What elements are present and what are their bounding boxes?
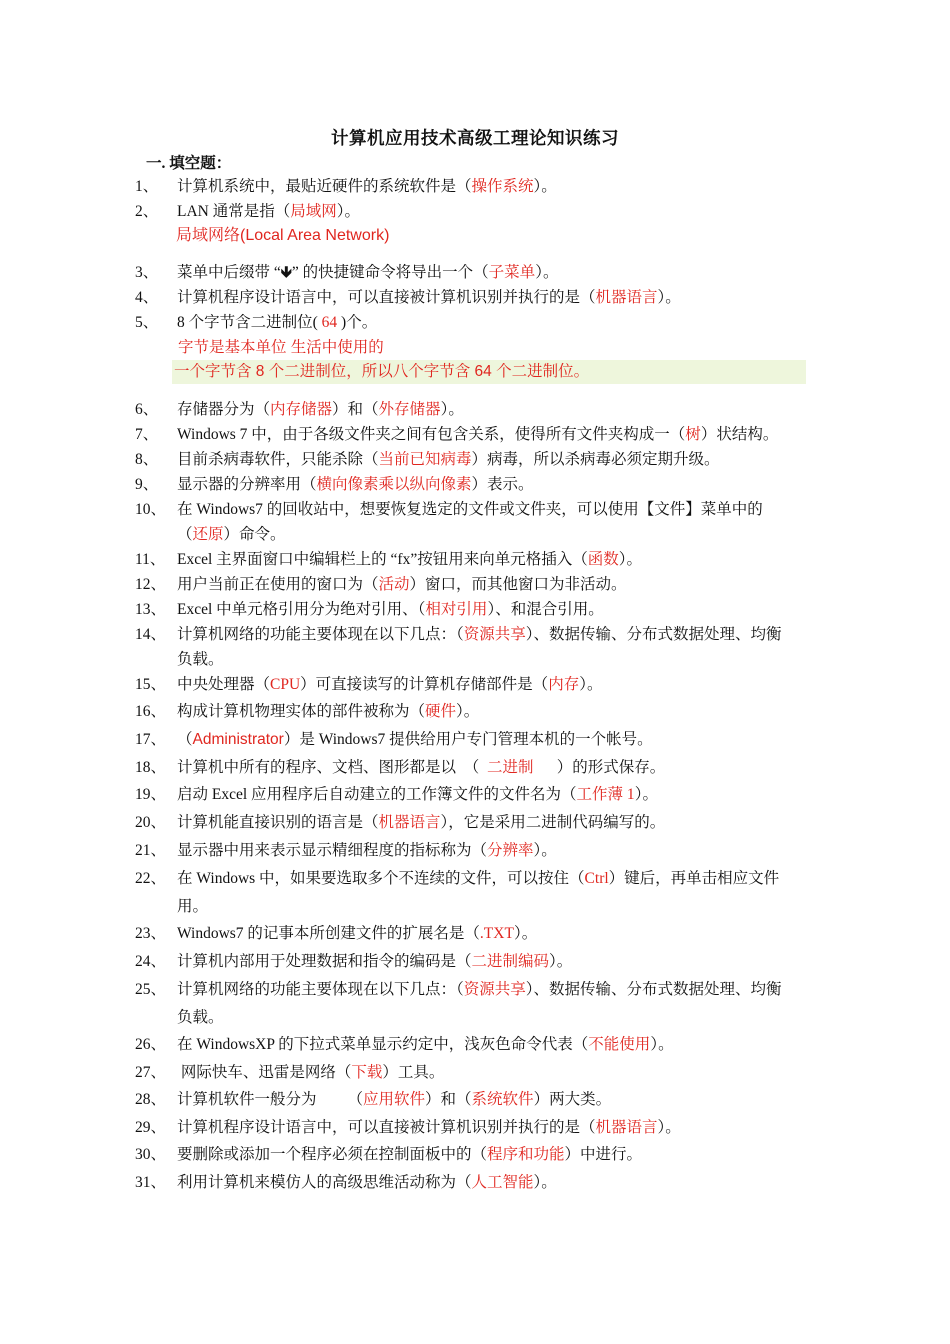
answer: 应用软件: [363, 1091, 426, 1108]
question-number: 18、: [135, 759, 167, 776]
question-number: 25、: [135, 981, 167, 998]
answer: 子菜单: [488, 264, 536, 281]
question-30: [135, 1142, 815, 1167]
question-text: 计算机内部用于处理数据和指令的编码是（: [177, 953, 472, 970]
question-24: [135, 949, 815, 974]
question-text: 负载。: [177, 651, 224, 668]
question-text: ）。: [440, 401, 464, 418]
question-text: ）、数据传输、分布式数据处理、均衡: [525, 626, 782, 643]
answer: 64: [317, 314, 342, 331]
question-text: ），它是采用二进制代码编写的。: [440, 814, 666, 831]
question-number: 22、: [135, 870, 167, 887]
question-text: ” 的快捷键命令将导出一个（: [291, 264, 489, 281]
answer-note: 字节是基本单位 生活中使用的: [178, 339, 384, 356]
question-text: 网际快车、迅雷是网络（: [177, 1064, 352, 1081]
question-9: [135, 472, 815, 497]
answer-note: 局域网络(Local Area Network): [176, 227, 390, 244]
question-text: ）病毒，所以杀病毒必须定期升级。: [471, 451, 720, 468]
question-text: ）表示。: [471, 476, 534, 493]
question-number: 20、: [135, 814, 167, 831]
answer: 横向像素乘以纵向像素: [316, 476, 472, 493]
answer: .TXT: [479, 925, 514, 942]
question-text: 计算机程序设计语言中，可以直接被计算机识别并执行的是（: [177, 1119, 596, 1136]
question-text: Excel 主界面窗口中编辑栏上的 “fx”按钮用来向单元格插入（: [177, 551, 588, 568]
answer: 硬件: [425, 703, 457, 720]
question-text: 计算机中所有的程序、文档、图形都是以 （: [177, 759, 488, 776]
question-text: ）是 Windows7 提供给用户专门管理本机的一个帐号。: [283, 731, 653, 748]
question-text: ）。: [533, 842, 557, 859]
question-number: 29、: [135, 1119, 167, 1136]
answer: 还原: [192, 526, 224, 543]
question-text: （: [177, 526, 193, 543]
answer: 资源共享: [463, 981, 526, 998]
answer: 资源共享: [463, 626, 526, 643]
question-16: [135, 699, 815, 724]
answer: 局域网: [290, 203, 337, 220]
question-text: 中央处理器（: [177, 676, 271, 693]
question-21: [135, 838, 815, 863]
question-number: 24、: [135, 953, 167, 970]
question-text: Windows 7 中，由于各级文件夹之间有包含关系，使得所有文件夹构成一（: [177, 426, 686, 443]
answer: 当前已知病毒: [378, 451, 472, 468]
answer: 活动: [378, 576, 410, 593]
question-text: 在 Windows7 的回收站中，想要恢复选定的文件或文件夹，可以使用【文件】菜单中的: [177, 501, 763, 518]
question-text: 显示器中用来表示显示精细程度的指标称为（: [177, 842, 488, 859]
question-text: ）的形式保存。: [533, 759, 666, 776]
question-text: 用户当前正在使用的窗口为（: [177, 576, 379, 593]
question-text: ）工具。: [382, 1064, 445, 1081]
question-text: ）。: [336, 203, 361, 220]
question-text: ）可直接读写的计算机存储部件是（: [300, 676, 549, 693]
question-text: ）。: [456, 703, 480, 720]
answer: 下载: [351, 1064, 383, 1081]
question-text: ）。: [549, 953, 573, 970]
question-text: ）和（: [332, 401, 379, 418]
question-text: 利用计算机来模仿人的高级思维活动称为（: [177, 1174, 472, 1191]
question-number: 21、: [135, 842, 167, 859]
question-text: 用。: [177, 898, 209, 915]
question-text: （: [177, 731, 193, 748]
question-8: [135, 447, 815, 472]
question-text: 目前杀病毒软件，只能杀除（: [177, 451, 379, 468]
answer: 机器语言: [378, 814, 441, 831]
question-text: ）命令。: [223, 526, 286, 543]
question-number: 23、: [135, 925, 167, 942]
question-text: 8 个字节含二进制位(: [177, 314, 318, 331]
answer: 人工智能: [471, 1174, 534, 1191]
question-10: [135, 497, 815, 547]
answer: 内存储器: [270, 401, 333, 418]
question-text: ）。: [513, 925, 538, 942]
question-number: 6、: [135, 401, 159, 418]
answer: 树: [685, 426, 701, 443]
question-20: [135, 810, 815, 835]
question-number: 16、: [135, 703, 167, 720]
question-number: 10、: [135, 501, 167, 518]
question-number: 30、: [135, 1146, 167, 1163]
question-number: 19、: [135, 786, 167, 803]
question-text: ）。: [535, 264, 559, 281]
page-title: 计算机应用技术高级工理论知识练习: [331, 128, 619, 148]
question-text: 在 Windows 中，如果要选取多个不连续的文件，可以按住（: [177, 870, 585, 887]
question-number: 8、: [135, 451, 159, 468]
question-number: 11、: [135, 551, 166, 568]
question-text: ）中进行。: [564, 1146, 643, 1163]
answer: 内存: [548, 676, 580, 693]
question-text: 显示器的分辨率用（: [177, 476, 317, 493]
answer: 程序和功能: [487, 1146, 565, 1163]
question-text: ）两大类。: [533, 1091, 612, 1108]
question-text: 菜单中后缀带 “: [177, 264, 281, 281]
question-text: ）。: [618, 551, 642, 568]
question-text: ）窗口，而其他窗口为非活动。: [409, 576, 627, 593]
question-7: [135, 422, 815, 447]
question-number: 13、: [135, 601, 167, 618]
question-text: 计算机系统中，最贴近硬件的系统软件是（: [177, 178, 472, 195]
question-23: [135, 921, 815, 946]
question-text: 负载。: [177, 1009, 224, 1026]
question-31: [135, 1170, 815, 1195]
question-number: 4、: [135, 289, 159, 306]
question-number: 17、: [135, 731, 167, 748]
section-heading: 一. 填空题：: [146, 155, 232, 172]
question-4: [135, 285, 815, 310]
question-text: 计算机软件一般分为 （: [177, 1091, 364, 1108]
question-11: [135, 547, 815, 572]
question-29: [135, 1115, 815, 1140]
question-text: ）、和混合引用。: [487, 601, 604, 618]
answer: 系统软件: [471, 1091, 534, 1108]
answer: 二进制: [487, 759, 534, 776]
question-text: ）。: [634, 786, 658, 803]
question-5: [135, 310, 815, 335]
answer: Ctrl: [584, 870, 609, 887]
question-number: 14、: [135, 626, 167, 643]
question-2: [135, 199, 815, 224]
question-25: [135, 976, 815, 1032]
question-text: Windows7 的记事本所创建文件的扩展名是（: [177, 925, 480, 942]
answer: 函数: [587, 551, 619, 568]
question-text: 存储器分为（: [177, 401, 271, 418]
question-13: [135, 597, 815, 622]
question-12: [135, 572, 815, 597]
question-number: 27、: [135, 1064, 167, 1081]
question-text: ）。: [657, 289, 681, 306]
question-number: 12、: [135, 576, 167, 593]
answer: CPU: [270, 676, 301, 693]
answer: 操作系统: [471, 178, 534, 195]
question-28: [135, 1087, 815, 1112]
answer: 二进制编码: [471, 953, 550, 970]
question-number: 5、: [135, 314, 159, 331]
answer: 机器语言: [595, 289, 658, 306]
question-text: ）。: [650, 1036, 674, 1053]
question-3: [135, 260, 815, 285]
question-text: ）状结构。: [700, 426, 779, 443]
question-22: [135, 865, 815, 921]
question-text: 计算机网络的功能主要体现在以下几点：（: [177, 626, 464, 643]
answer: 相对引用: [425, 601, 488, 618]
answer: 外存储器: [378, 401, 441, 418]
question-15: [135, 672, 815, 697]
answer-note: 一个字节含 8 个二进制位，所以八个字节含 64 个二进制位。: [174, 363, 590, 380]
question-text: 计算机网络的功能主要体现在以下几点：（: [177, 981, 464, 998]
question-14: [135, 622, 815, 672]
question-1: [135, 174, 815, 199]
question-text: ）。: [579, 676, 603, 693]
answer: 不能使用: [588, 1036, 651, 1053]
question-18: [135, 755, 815, 780]
answer: Administrator: [192, 731, 284, 748]
question-number: 7、: [135, 426, 159, 443]
question-text: LAN 通常是指（: [177, 203, 291, 220]
question-text: 启动 Excel 应用程序后自动建立的工作簿文件的文件名为（: [177, 786, 577, 803]
question-number: 15、: [135, 676, 167, 693]
question-19: [135, 782, 815, 807]
question-text: ）。: [657, 1119, 681, 1136]
question-text: )个。: [341, 314, 378, 331]
question-text: 构成计算机物理实体的部件被称为（: [177, 703, 426, 720]
question-number: 3、: [135, 264, 159, 281]
question-6: [135, 397, 815, 422]
question-text: ）。: [533, 178, 557, 195]
question-number: 2、: [135, 203, 159, 220]
question-27: [135, 1060, 815, 1085]
question-text: 计算机程序设计语言中，可以直接被计算机识别并执行的是（: [177, 289, 596, 306]
answer: 工作薄 1: [576, 786, 635, 803]
answer: 机器语言: [595, 1119, 658, 1136]
question-text: 在 WindowsXP 的下拉式菜单显示约定中，浅灰色命令代表（: [177, 1036, 589, 1053]
question-26: [135, 1032, 815, 1057]
answer: 分辨率: [487, 842, 534, 859]
question-number: 26、: [135, 1036, 167, 1053]
question-number: 31、: [135, 1174, 167, 1191]
question-text: ）。: [533, 1174, 557, 1191]
question-number: 28、: [135, 1091, 167, 1108]
question-number: 1、: [135, 178, 159, 195]
question-17: [135, 727, 815, 752]
question-text: ）和（: [425, 1091, 472, 1108]
question-text: ）键后，再单击相应文件: [608, 870, 780, 887]
question-text: 要删除或添加一个程序必须在控制面板中的（: [177, 1146, 488, 1163]
question-text: ）、数据传输、分布式数据处理、均衡: [525, 981, 782, 998]
question-text: 计算机能直接识别的语言是（: [177, 814, 379, 831]
down-arrow-icon: 🡻: [280, 263, 292, 281]
question-text: Excel 中单元格引用分为绝对引用、（: [177, 601, 426, 618]
question-number: 9、: [135, 476, 159, 493]
